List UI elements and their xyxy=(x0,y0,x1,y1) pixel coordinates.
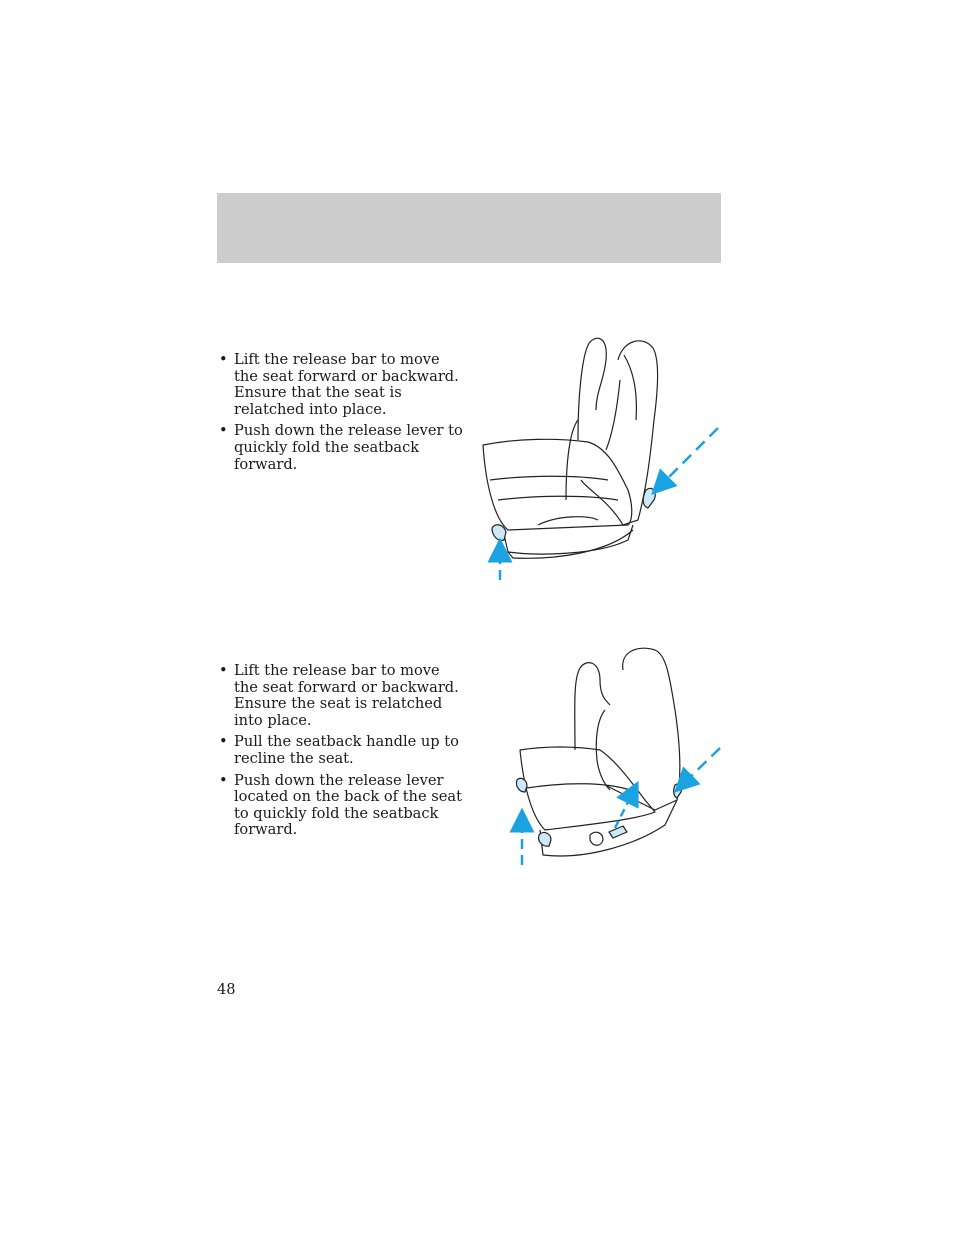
reclining-seat-illustration xyxy=(505,640,725,870)
bullet-item: • Push down the release lever located on the back of the seat to quickly fold the seatback forward. xyxy=(217,773,467,839)
bullet-item: • Push down the release lever to quickly fold the seatback forward. xyxy=(217,423,467,473)
bullet-item: • Pull the seatback handle up to recline the seat. xyxy=(217,734,467,767)
bullet-list xyxy=(217,352,467,473)
bullet-list xyxy=(217,663,467,839)
section-seat-1-text xyxy=(217,352,467,478)
bullet-item: • Lift the release bar to move the seat forward or backward. Ensure that the seat is relatched into place. xyxy=(217,352,467,418)
page-number: 48 xyxy=(217,981,236,998)
bullet-item: • Lift the release bar to move the seat forward or backward. Ensure the seat is relatched into place. xyxy=(217,663,467,729)
header-band xyxy=(217,193,721,263)
bucket-seat-illustration xyxy=(478,330,728,585)
section-seat-2-text xyxy=(217,663,467,844)
